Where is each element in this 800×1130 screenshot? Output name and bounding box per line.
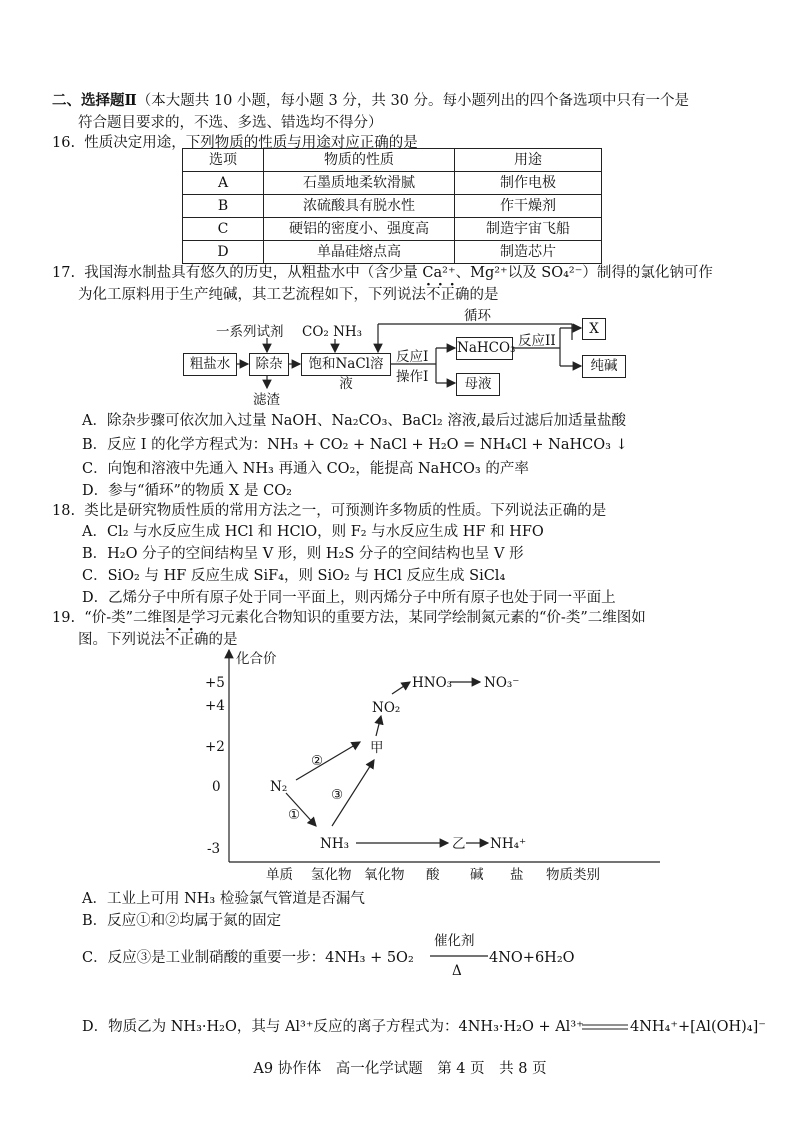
table-cell: 制造芯片: [455, 241, 602, 264]
q19-stem-1: “价-类”二维图是学习元素化合物知识的重要方法，某同学绘制氮元素的“价-类”二维图如: [84, 610, 646, 626]
q17-option-b: B．反应 I 的化学方程式为：NH₃ + CO₂ + NaCl + H₂O = NH₄Cl + NaHCO₃ ↓: [82, 437, 628, 453]
species-nh4: NH₄⁺: [490, 836, 527, 852]
step2-label: ②: [311, 753, 324, 769]
xtick-label: 碱: [470, 867, 484, 883]
flow-purify-box: 除杂: [249, 353, 289, 376]
flow-reaction1-label: 反应I: [396, 349, 429, 365]
q17-number: 17.: [52, 265, 76, 281]
ytick-label: +4: [205, 698, 225, 714]
flow-saturated-box: 饱和NaCl溶液: [301, 353, 391, 376]
q17-option-d: D．参与“循环”的物质 X 是 CO₂: [82, 483, 292, 499]
section-intro-1: （本大题共 10 小题，每小题 3 分，共 30 分。每小题列出的四个备选项中只有一个是: [136, 93, 690, 109]
species-nh3: NH₃: [320, 836, 349, 852]
table-header: 物质的性质: [264, 149, 455, 172]
table-cell: 硬铝的密度小、强度高: [264, 218, 455, 241]
table-cell: 石墨质地柔软滑腻: [264, 172, 455, 195]
ytick-label: 0: [212, 779, 221, 795]
species-no2: NO₂: [372, 700, 401, 716]
flow-gases-label: CO₂ NH₃: [302, 324, 363, 340]
q18-number: 18.: [52, 503, 76, 519]
step1-label: ①: [288, 807, 301, 823]
step3-label: ③: [331, 787, 344, 803]
q16-stem: 性质决定用途，下列物质的性质与用途对应正确的是: [84, 135, 418, 151]
flow-reaction2-label: 反应II: [518, 333, 556, 349]
table-header: 选项: [183, 149, 264, 172]
xtick-label: 氢化物: [311, 867, 352, 883]
q19-heat-label: Δ: [452, 963, 462, 979]
table-cell: B: [183, 195, 264, 218]
q17-option-a: A．除杂步骤可依次加入过量 NaOH、Na₂CO₃、BaCl₂ 溶液,最后过滤后加适量盐酸: [82, 413, 626, 429]
q18-stem: 类比是研究物质性质的常用方法之一，可预测许多物质的性质。下列说法正确的是: [84, 503, 607, 519]
q19-stem-2c: 的是: [208, 632, 238, 648]
xtick-label: 酸: [426, 867, 440, 883]
table-cell: C: [183, 218, 264, 241]
q17-emphasis: 不正确 ···: [426, 287, 470, 303]
q18-option-a: A．Cl₂ 与水反应生成 HCl 和 HClO，则 F₂ 与水反应生成 HF 和 HFO: [82, 524, 544, 540]
q19-stem-2a: 图。下列说法: [78, 632, 165, 648]
q18-option-d: D．乙烯分子中所有原子处于同一平面上，则丙烯分子中所有原子也处于同一平面上: [82, 590, 616, 606]
q19-catalyst-label: 催化剂: [434, 933, 475, 949]
xtick-label: 盐: [510, 867, 524, 883]
q19-option-d-pre: D．物质乙为 NH₃·H₂O，其与 Al³⁺反应的离子方程式为：4NH₃·H₂O + Al³⁺: [82, 1019, 584, 1035]
ytick-label: +5: [205, 675, 225, 691]
q18-option-c: C．SiO₂ 与 HF 反应生成 SiF₄，则 SiO₂ 与 HCl 反应生成 SiCl₄: [82, 568, 506, 584]
q17-stem-2c: 的是: [469, 287, 499, 303]
q19-option-c-pre: C．反应③是工业制硝酸的重要一步：4NH₃ + 5O₂: [82, 950, 414, 966]
chart-ylabel: 化合价: [236, 651, 277, 667]
page-footer: A9 协作体 高一化学试题 第 4 页 共 8 页: [253, 1061, 547, 1077]
flow-cycle-label: 循环: [464, 308, 491, 324]
species-hno3: HNO₃: [412, 675, 453, 691]
table-cell: 作干燥剂: [455, 195, 602, 218]
flow-mother-box: 母液: [456, 373, 500, 396]
ytick-label: -3: [207, 841, 221, 857]
flow-nahco3-box: NaHCO₃: [456, 337, 513, 360]
table-cell: 制作电极: [455, 172, 602, 195]
flow-x-box: X: [582, 318, 606, 340]
table-header: 用途: [455, 149, 602, 172]
xtick-label: 物质类别: [546, 867, 600, 883]
table-cell: 浓硫酸具有脱水性: [264, 195, 455, 218]
table-cell: D: [183, 241, 264, 264]
species-jia: 甲: [370, 740, 384, 756]
species-n2: N₂: [270, 779, 288, 795]
flow-reagents-label: 一系列试剂: [216, 324, 284, 340]
q17-stem-2a: 为化工原料用于生产纯碱，其工艺流程如下，下列说法: [78, 287, 426, 303]
q16-number: 16.: [52, 135, 76, 151]
flow-operation1-label: 操作I: [396, 369, 429, 385]
flow-residue-label: 滤渣: [253, 392, 280, 408]
xtick-label: 单质: [266, 867, 293, 883]
q19-emphasis: 不正确 ···: [165, 632, 209, 648]
section-title: 二、选择题Ⅱ: [52, 92, 137, 109]
q17-stem-1: 我国海水制盐具有悠久的历史，从粗盐水中（含少量 Ca²⁺、Mg²⁺以及 SO₄²⁻）制得的氯化钠可作: [84, 265, 713, 281]
flow-soda-box: 纯碱: [582, 355, 626, 378]
species-no3: NO₃⁻: [484, 675, 520, 691]
q19-option-a: A．工业上可用 NH₃ 检验氯气管道是否漏气: [82, 891, 365, 907]
species-yi: 乙: [452, 836, 466, 852]
table-cell: 制造宇宙飞船: [455, 218, 602, 241]
table-cell: 单晶硅熔点高: [264, 241, 455, 264]
ytick-label: +2: [205, 739, 225, 755]
q18-option-b: B．H₂O 分子的空间结构呈 V 形，则 H₂S 分子的空间结构也呈 V 形: [82, 546, 524, 562]
q19-option-c-post: 4NO+6H₂O: [489, 950, 575, 966]
table-cell: A: [183, 172, 264, 195]
q19-option-b: B．反应①和②均属于氮的固定: [82, 913, 282, 929]
xtick-label: 氧化物: [364, 867, 405, 883]
q19-number: 19.: [52, 610, 76, 626]
flow-raw-box: 粗盐水: [183, 353, 237, 376]
q19-option-d-post: 4NH₄⁺+[Al(OH)₄]⁻: [630, 1019, 766, 1035]
q17-option-c: C．向饱和溶液中先通入 NH₃ 再通入 CO₂，能提高 NaHCO₃ 的产率: [82, 461, 529, 477]
section-intro-2: 符合题目要求的，不选、多选、错选均不得分）: [78, 115, 383, 131]
